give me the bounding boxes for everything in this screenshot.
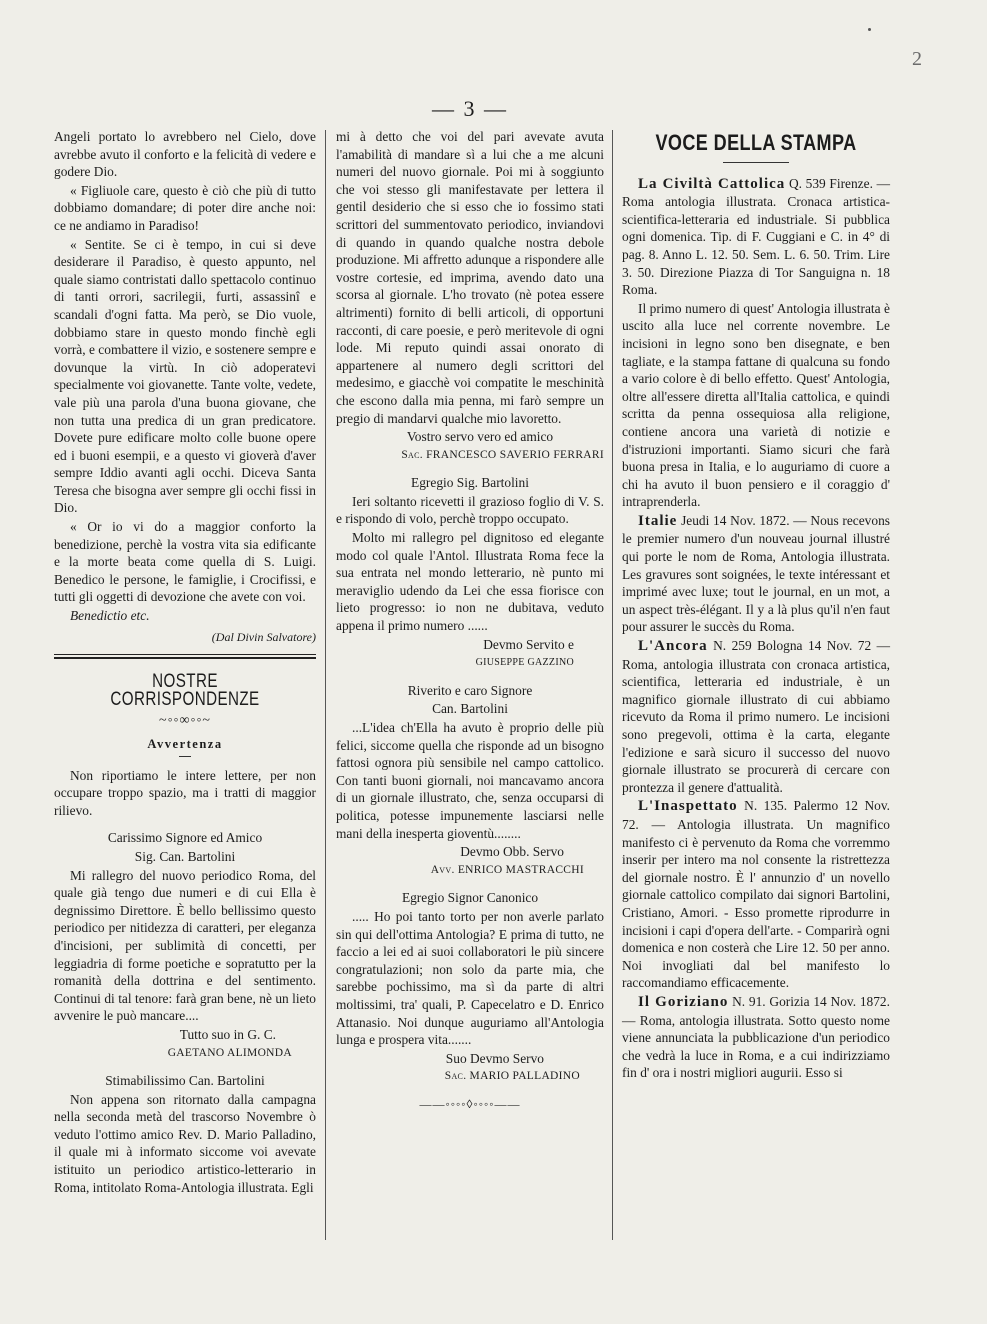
letter-salutation: Sig. Can. Bartolini [134, 848, 236, 864]
column-rule-left [325, 130, 326, 1240]
ink-speck [868, 28, 871, 31]
letter-salutation: Stimabilissimo Can. Bartolini [105, 1073, 265, 1089]
letter-body: mi à detto che voi del pari avevate avuta l'amabilità di mandare sì a lui che a me alcuni numeri del nuovo giornale. Poi mi à soggiunto che voi stesso gli manifestavate per lettera il gentil desiderio che si esso che io fossimo stati scrittori del summentovato periodico, inviandovi di quando in quando qualche nostra debole produzione. Mi affretto adunque a rispondere alle vostre cortesie, ed imprima, avendo dato una scorsa al giornale. L'ho trovato (nè potea essere altrimenti) fornito di belli articoli, di opportuni racconti, di care poesie, e però meritevole di ogni lode. Mi reputo quindi assai onorato di appartenere al numero degli scrittori del medesimo, e giacchè voi compatite le meschinità che escono dalla mia penna, mi farò sempre un pregio di mandarvi qualche mio lavoretto. [336, 129, 604, 426]
publication-name: La Civiltà Cattolica [638, 175, 786, 192]
press-review-civilta [622, 175, 890, 299]
letter-closing: Devmo Obb. Servo [460, 844, 564, 860]
press-review-inaspettato [622, 797, 890, 992]
ornament-icon: ~◦◦∞◦◦~ [159, 713, 211, 729]
article-paragraph: « Sentite. Se ci è tempo, in cui si deve desiderare il Paradiso, è questo appunto, nel quale siamo contristati dallo spettacolo continuo di tanti orrori, sacrilegii, furti, assassinî e scandali d'ogni fatta. Ma però, se Dio vuole, dobbiamo stare in questo mondo finchè egli vorrà, e combattere il vizio, e sostenere sempre e dovunque la virtù. In ciò adoperatevi specialmente voi giovanette. Tante volte, vedete, vale più una parola d'una buona giovane, che non tutta una predica di un gran predicatore. Dovete pure edificare molto colle buone opere ed i buoni esempii, e a questo vi gioverà d'aver sempre Iddio avanti agli occhi. Diceva Santa Teresa che bisogna aver sempre gli occhi fissi in Dio. [54, 236, 316, 516]
letter-body: ..... Ho poi tanto torto per non averle parlato sin qui dell'ottima Antologia? E prima di tutto, ne faccio a lei ed ai suoi collaboratori le più sincere congratulazioni; non solo da parte mia, che sarebbe pochissimo, ma sì da parte di altri moltissimi, tra' quali, P. Capecelatro e D. Enrico Attanasio. Noi dunque auguriamo all'Antologia lunga e prospera vita....... [336, 908, 604, 1048]
press-review-goriziano [622, 993, 890, 1082]
article-source: (Dal Divin Salvatore) [211, 629, 316, 644]
section-divider [54, 654, 316, 659]
publication-name: L'Ancora [638, 638, 708, 655]
letter-closing: Suo Devmo Servo [445, 1050, 544, 1066]
letter-salutation: Egregio Sig. Bartolini [411, 475, 529, 491]
article-paragraph: « Figliuole care, questo è ciò che più di tutto dobbiamo domandare; di poter dire anche noi: ce ne andiamo in Paradiso! [54, 182, 316, 233]
subhead-rule [179, 756, 191, 757]
end-ornament-icon: ——◦◦◦◦◊◦◦◦◦—— [419, 1096, 521, 1111]
letter-signature: Sac. MARIO PALLADINO [444, 1070, 580, 1083]
press-review-text: Q. 539 Firenze. — Roma antologia illustrata. Cronaca artistica-scientifica-letteraria ed industriale. Si pubblica ogni domenica. Tip. di F. Cuggiani e C. in 4° di pag. 8. Anno L. 12. 50. Sem. L. 6. 50. Trim. Lire 3. 50. Direzione Piazza di Tor Sanguigna n. 18 Roma. [622, 175, 890, 298]
letter-salutation: Egregio Signor Canonico [401, 890, 539, 906]
letter-closing: Tutto suo in G. C. [179, 1026, 276, 1042]
letter-salutation: Carissimo Signore ed Amico [107, 830, 263, 846]
article-paragraph: « Or io vi do a maggior conforto la benedizione, perchè la vostra vita sia edificante e la morte beata come quella di S. Luigi. Benedico le persone, le famiglie, i Crocifissi, e tutti gli oggetti di devozione che avete con voi. [54, 519, 316, 605]
article-paragraph: Angeli portato lo avrebbero nel Cielo, dove avrebbe avuto il conforto e la felicità di vedere e godere Dio. [54, 129, 316, 180]
letter-body: ...L'idea ch'Ella ha avuto è proprio delle più felici, siccome quella che risponde ad un bisogno fattosi ognora più sensibile nel campo cattolico. Con tanti buoni giornali, noi mancavamo ancora di un giornale illustrato, che, senza occuparsi di politica, potesse impunemente lasciarsi nelle mani della inesperta gioventù........ [336, 720, 604, 841]
publication-name: Il Goriziano [638, 993, 729, 1010]
handwritten-page-mark: 2 [912, 48, 922, 70]
press-review-ancora [622, 637, 890, 796]
publication-name: L'Inaspettato [638, 798, 738, 815]
letter-body: Ieri soltanto ricevetti il grazioso foglio di V. S. e rispondo di volo, perchè troppo occupato. [336, 493, 604, 527]
column-rule-right [612, 130, 613, 1240]
letter-signature: GAETANO ALIMONDA [167, 1046, 292, 1059]
letter-signature: Avv. ENRICO MASTRACCHI [430, 863, 584, 876]
letter-signature: GIUSEPPE GAZZINO [475, 657, 574, 669]
letter-closing: Devmo Servito e [483, 636, 574, 652]
press-review-text: N. 259 Bologna 14 Nov. 72 — Roma, antologia illustrata con cronaca artistica, scientifica, letteraria ed industriale, è un magnifico giornale illustrato di cui abbiamo ricevuto da Roma il primo numero. Le incisioni sono pregevoli, ottima è la carta, elegante l'edizione e sarà sicuro il successo del nuovo giornale illustrato se procurerà di cercare con prontezza il genere d'attualità. [622, 638, 890, 795]
letter-salutation: Riverito e caro Signore [407, 682, 533, 698]
publication-name: Italie [638, 512, 678, 529]
letter-signature: Sac. FRANCESCO SAVERIO FERRARI [401, 448, 604, 461]
article-paragraph: Benedictio etc. [70, 608, 150, 624]
letter-body: Non appena son ritornato dalla campagna nella seconda metà del trascorso Novembre ò veduto l'ottimo amico Rev. D. Mario Palladino, il quale mi à informato siccome voi avevate istituito un periodico artistico-letterario in Roma, intitolato Roma-Antologia illustrata. Egli [54, 1091, 316, 1195]
press-review-text: N. 135. Palermo 12 Nov. 72. — Antologia illustrata. Un magnifico manifesto ci è pervenuto da Roma che vorremmo inserir per intero ma nol consente la ristrettezza del giornale nostro. È l' annunzio d' un novello giornale cattolico compilato dai signori Bartolini, Cristiano, Amori. - Esso promette riprodurre in incisioni i capi d'opera dell'arte. - Comparirà ogni domenica e non costerà che Lire 12. 50 per anno. Noi invogliati dal bel manifesto lo raccomandiamo efficacemente. [622, 798, 890, 991]
press-review-italie [622, 512, 890, 636]
section-title-voce-stampa: VOCE DELLA STAMPA [655, 130, 857, 155]
section-title-corrispondenze: NOSTRE CORRISPONDENZE [110, 671, 260, 710]
press-review-text: N. 91. Gorizia 14 Nov. 1872. — Roma, antologia illustrata. Sotto questo nome viene annunciata la pubblicazione d'un periodico che vedrà la luce in Roma, e a cui indirizziamo fin d' ora i nostri migliori augurii. Esso si [622, 993, 890, 1081]
page-number: — 3 — [432, 96, 508, 121]
column-left [54, 128, 316, 1197]
subhead-avvertenza: Avvertenza [147, 737, 223, 751]
press-review-text: Jeudi 14 Nov. 1872. — Nous recevons le premier numero d'un nouveau journal illustré qui porte le nom de Roma, Antologia illustrata. Les gravures sont soignées, le texte intéressant et imprimé avec luxe; tout le journal, en un mot, a un aspect très-élégant. Il y a là plus qu'il n'en faut pour assurer le succès du Roma. [622, 512, 890, 635]
letter-salutation: Can. Bartolini [432, 701, 508, 717]
section-rule [723, 162, 789, 163]
column-right [622, 128, 890, 1083]
press-review-paragraph: Il primo numero di quest' Antologia illustrata è uscito alla luce nel corrente novembre. Le incisioni in legno sono ben disegnate, e ben tagliate, e la stampa fattane di qualcuna su fondo a vario colore è di bello effetto. Quest' Antologia, oltre all'essere diretta all'Italia cattolica, e quindi scritta da penna ossequiosa alla religione, contiene ancora una varietà di notizie e d'istruzioni importanti. Siamo sicuri che farà buona presa in Italia, e lo auguriamo di cuore a chi ha avuto il buon pensiero e il coraggio d' intraprenderla. [622, 300, 890, 510]
column-middle [336, 128, 604, 1113]
notice-paragraph: Non riportiamo le intere lettere, per non occupare troppo spazio, ma i tratti di maggior rilievo. [54, 767, 316, 818]
letter-body: Mi rallegro del nuovo periodico Roma, del quale già tengo due numeri e di cui Ella è degnissimo Direttore. È bello bellissimo questo periodico per nitidezza di caratteri, per eleganza d'incisioni, per sublimità di concetti, per leggiadria di forme poetiche e sopratutto per la romanità della dottrina e del sentimento. Continui di tal tenore: farà gran bene, nè un lieto avvenire le può mancare.... [54, 867, 316, 1024]
letter-closing: Vostro servo vero ed amico [406, 429, 554, 445]
letter-body: Molto mi rallegro pel dignitoso ed elegante modo col quale l'Antol. Illustrata Roma fece la sua entrata nel mondo letterario, nè punto mi meraviglio udendo da Lei che essa fiorisce con lieto progresso: io non ne dubitava, veduto appena il primo numero ...... [336, 530, 604, 634]
